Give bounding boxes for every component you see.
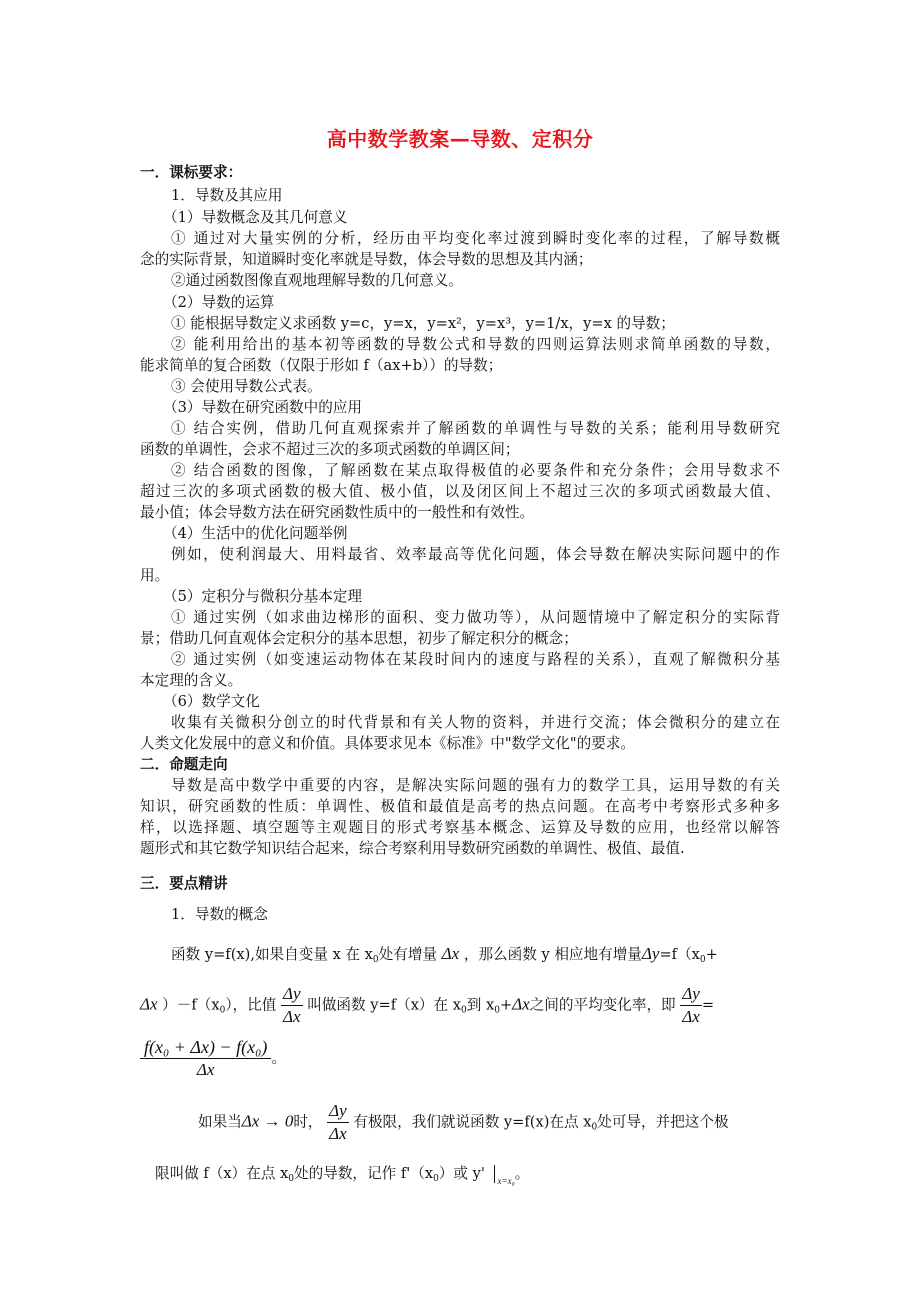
definition-line-4 <box>198 1100 729 1145</box>
paragraph-line: ②通过函数图像直观地理解导数的几何意义。 <box>171 272 463 289</box>
text-run: 之间的平均变化率，即 <box>529 996 676 1014</box>
paragraph-line: 题形式和其它数学知识结合起来，综合考察利用导数研究函数的单调性、极值、最值. <box>140 840 685 857</box>
subscript: 0 <box>433 1174 439 1184</box>
paragraph-line: ① 通过实例（如求曲边梯形的面积、变力做功等），从问题情境中了解定积分的实际背 <box>171 609 780 626</box>
subscript: 0 <box>699 955 706 965</box>
fraction-numerator: Δy <box>327 1100 349 1123</box>
fraction-denominator: Δx <box>196 1060 215 1079</box>
subsection-1-title: （1）导数概念及其几何意义 <box>163 209 348 226</box>
text-run: 叫做函数 y=f（x）在 x <box>307 996 461 1014</box>
subscript: 0 <box>494 1005 500 1016</box>
fraction-numerator: Δy <box>281 983 303 1006</box>
text-run: 处有增量 <box>378 946 438 963</box>
text-run: 。 <box>514 1165 530 1182</box>
ratio-fraction <box>327 1100 349 1145</box>
paragraph-line: 例如，使利润最大、用料最省、效率最高等优化问题，体会导数在解决实际问题中的作 <box>171 546 780 563</box>
difference-quotient <box>140 1036 286 1081</box>
text-run: 如果当 <box>198 1113 242 1131</box>
paragraph-line: ② 结合函数的图像，了解函数在某点取得极值的必要条件和充分条件；会用导数求不 <box>171 462 780 479</box>
ratio-fraction <box>680 983 702 1028</box>
paragraph-line: ② 能利用给出的基本初等函数的导数公式和导数的四则运算法则求简单函数的导数， <box>171 336 780 353</box>
fraction-numerator: Δy <box>680 983 702 1006</box>
subscript: 0 <box>461 1005 467 1016</box>
subscript: 0 <box>372 955 379 965</box>
subscript: 0 <box>288 1174 295 1184</box>
paragraph-line: 函数的单调性，会求不超过三次的多项式函数的单调区间； <box>140 441 520 458</box>
difference-quotient-fraction <box>140 1036 271 1081</box>
paragraph-line: 样，以选择题、填空题等主观题目的形式考察基本概念、运算及导数的应用，也经常以解答 <box>140 819 780 836</box>
text-run: ，那么函数 y 相应地有增量 <box>463 946 642 963</box>
text-run: + <box>499 996 513 1014</box>
text-run: ），比值 <box>225 996 277 1014</box>
definition-line-2 <box>140 983 714 1028</box>
subsection-6-title: （6）数学文化 <box>163 693 260 710</box>
evaluation-bar <box>494 1165 495 1183</box>
definition-line-1 <box>171 943 718 965</box>
paragraph-line: ① 结合实例，借助几何直观探索并了解函数的单调性与导数的关系；能利用导数研究 <box>171 420 780 437</box>
section-heading-1: 一．课标要求： <box>140 164 243 181</box>
subsection-2-title: （2）导数的运算 <box>163 294 275 311</box>
paragraph-line: ① 能根据导数定义求函数 y=c，y=x，y=x²，y=x³，y=1/x，y=x 的导数； <box>171 315 675 332</box>
text-run: ）或 y' <box>438 1165 485 1182</box>
fraction-numerator: f(x₀ + Δx) − f(x₀) <box>140 1036 271 1059</box>
subsection-5-title: （5）定积分与微积分基本定理 <box>163 588 363 605</box>
text-run: =f（x <box>659 946 700 963</box>
text-run: 时， <box>293 1113 323 1131</box>
text-run: ）－f（x <box>162 996 220 1014</box>
delta-y: Δy <box>641 944 660 963</box>
evaluation-subscript: x=x₀ <box>497 1176 515 1186</box>
definition-line-5 <box>155 1162 529 1186</box>
section-heading-2: 二．命题走向 <box>140 756 228 773</box>
paragraph-line: 最小值；体会导数方法在研究函数性质中的一般性和有效性。 <box>140 504 535 521</box>
text-run: 有极限，我们就说函数 y=f(x)在点 x <box>353 1113 592 1131</box>
section-heading-3: 三．要点精讲 <box>140 875 228 892</box>
paragraph-line: 景；借助几何直观体会定积分的基本思想，初步了解定积分的概念； <box>140 630 578 647</box>
text-run: = <box>701 996 715 1014</box>
paragraph-line: 收集有关微积分创立的时代背景和有关人物的资料，并进行交流；体会微积分的建立在 <box>171 714 780 731</box>
delta-x: Δx <box>512 994 530 1014</box>
subscript: 0 <box>219 1005 226 1016</box>
paragraph-line: 能求简单的复合函数（仅限于形如 f（ax+b））的导数； <box>140 357 503 374</box>
text-run: 函数 y=f(x),如果自变量 x 在 x <box>171 946 373 963</box>
paragraph-line: 本定理的含义。 <box>140 672 243 689</box>
paragraph-line: ② 通过实例（如变速运动物体在某段时间内的速度与路程的关系），直观了解微积分基 <box>171 651 780 668</box>
text-run: 处可导，并把这个极 <box>597 1113 729 1131</box>
text-run: 。 <box>271 1049 286 1067</box>
paragraph-line: 人类文化发展中的意义和价值。具体要求见本《标准》中"数学文化"的要求。 <box>140 735 636 752</box>
delta-x: Δx <box>140 994 158 1014</box>
paragraph-line: 念的实际背景，知道瞬时变化率就是导数，体会导数的思想及其内涵； <box>140 251 593 268</box>
item-1: 1．导数及其应用 <box>171 187 283 204</box>
subsection-4-title: （4）生活中的优化问题举例 <box>163 525 348 542</box>
fraction-denominator: Δx <box>682 1007 700 1026</box>
delta-x: Δx <box>441 944 460 963</box>
ratio-fraction <box>281 983 303 1028</box>
item-1-derivative-concept: 1．导数的概念 <box>171 906 268 923</box>
paragraph-line: ① 通过对大量实例的分析，经历由平均变化率过渡到瞬时变化率的过程，了解导数概 <box>171 230 780 247</box>
fraction-denominator: Δx <box>329 1124 347 1143</box>
subscript: 0 <box>591 1122 598 1133</box>
paragraph-line: 导数是高中数学中重要的内容，是解决实际问题的强有力的数学工具，运用导数的有关 <box>171 777 780 794</box>
document-title: 高中数学教案—导数、定积分 <box>326 127 594 151</box>
text-run: 到 x <box>466 996 495 1014</box>
text-run: + <box>705 946 718 963</box>
paragraph-line: 超过三次的多项式函数的极大值、极小值，以及闭区间上不超过三次的多项式函数最大值、 <box>140 483 780 500</box>
text-run: 限叫做 f（x）在点 x <box>155 1165 289 1182</box>
limit-condition: Δx → 0 <box>241 1111 294 1131</box>
paragraph-line: 知识，研究函数的性质：单调性、极值和最值是高考的热点问题。在高考中考察形式多种多 <box>140 798 780 815</box>
paragraph-line: 用。 <box>140 567 170 584</box>
text-run: 处的导数，记作 f'（x <box>294 1165 434 1182</box>
paragraph-line: ③ 会使用导数公式表。 <box>171 378 322 395</box>
subsection-3-title: （3）导数在研究函数中的应用 <box>163 399 363 416</box>
fraction-denominator: Δx <box>283 1007 301 1026</box>
